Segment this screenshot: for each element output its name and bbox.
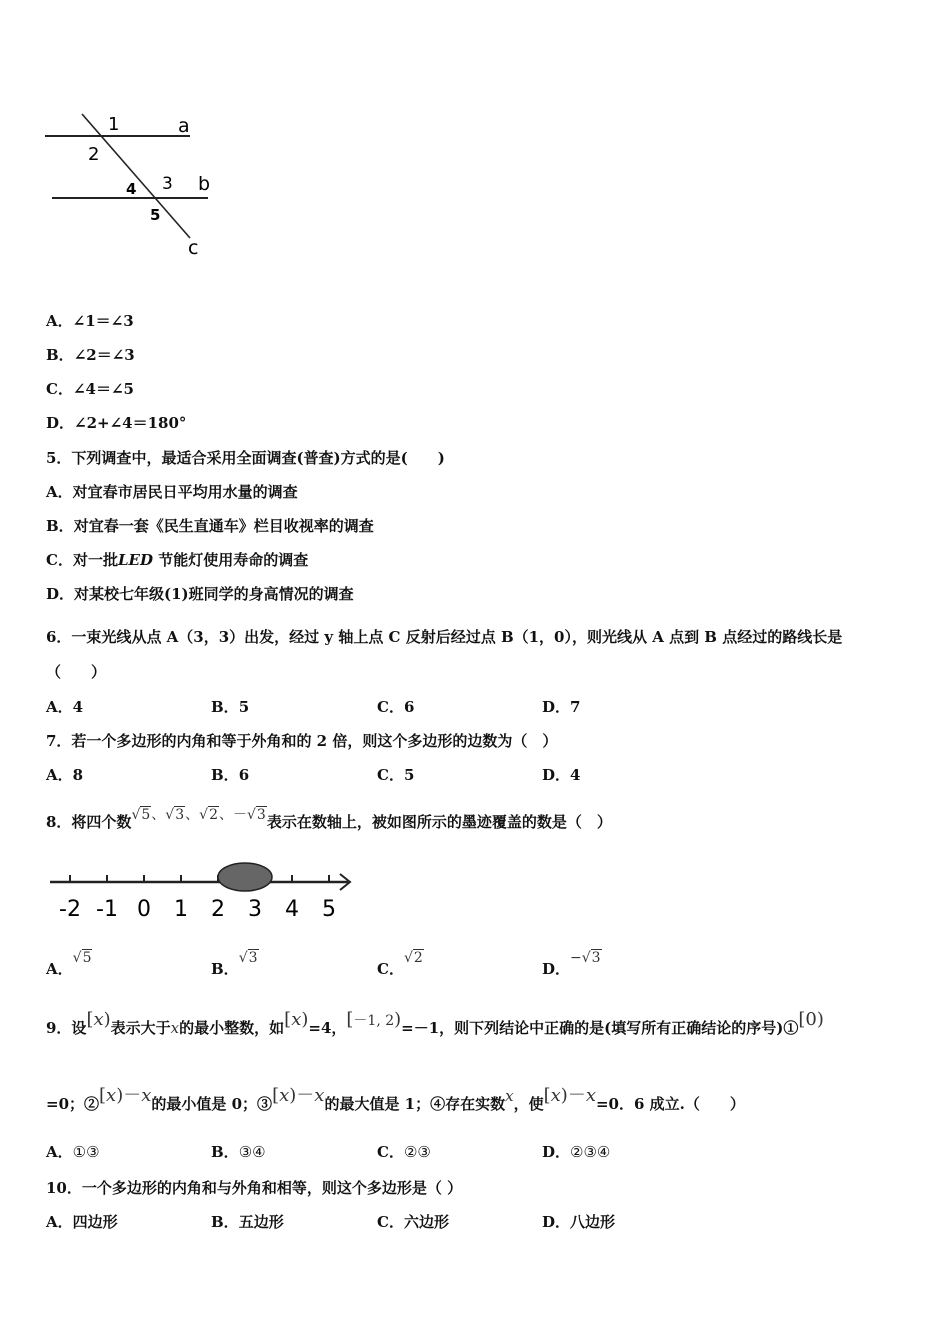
q6-stem: 6．一束光线从点 A（3，3）出发，经过 y 轴上点 C 反射后经过点 B（1，0），则光线从 A 点到 B 点经过的路线长是 (46, 628, 843, 646)
ink-blot (218, 863, 272, 891)
q6-option-d[interactable]: D．7 (542, 698, 581, 716)
label-1: 1 (108, 114, 120, 135)
q5-stem: 5．下列调查中，最适合采用全面调查(普查)方式的是( ) (46, 449, 445, 467)
sqrt3-expr: √3 (165, 807, 185, 823)
label-4: 4 (126, 180, 137, 198)
q10-option-c[interactable]: C．六边形 (377, 1213, 449, 1231)
axis-tick-label: 3 (248, 897, 262, 922)
q10-option-d[interactable]: D．八边形 (542, 1213, 616, 1231)
q6-option-a[interactable]: A．4 (46, 698, 84, 716)
axis-tick-label: 4 (285, 897, 299, 922)
axis-tick-label: 0 (137, 897, 151, 922)
q5-option-b[interactable]: B．对宜春一套《民生直通车》栏目收视率的调查 (46, 517, 374, 535)
label-c: c (188, 237, 199, 259)
q8-option-a[interactable]: A．√5 (46, 950, 92, 978)
q9-option-b[interactable]: B．③④ (211, 1143, 266, 1161)
number-line-figure (46, 858, 366, 928)
axis-tick-label: 1 (174, 897, 188, 922)
q7-option-c[interactable]: C．5 (377, 766, 415, 784)
q7-option-a[interactable]: A．8 (46, 766, 84, 784)
axis-tick-label: 5 (322, 897, 336, 922)
q10-option-a[interactable]: A．四边形 (46, 1213, 118, 1231)
neg-sqrt3-expr: －√3 (232, 807, 266, 823)
sqrt2-expr: √2 (199, 807, 218, 823)
q5-option-d[interactable]: D．对某校七年级(1)班同学的身高情况的调查 (46, 585, 354, 603)
q5-option-c[interactable]: C．对一批LED 节能灯使用寿命的调查 (46, 551, 309, 569)
q7-option-b[interactable]: B．6 (211, 766, 250, 784)
q9-option-d[interactable]: D．②③④ (542, 1143, 611, 1161)
q7-option-d[interactable]: D．4 (542, 766, 581, 784)
q4-option-d[interactable]: D．∠2+∠4＝180° (46, 414, 187, 432)
q8-option-d[interactable]: D．−√3 (542, 950, 601, 978)
q4-option-c[interactable]: C．∠4＝∠5 (46, 380, 134, 398)
q4-option-b[interactable]: B．∠2＝∠3 (46, 346, 135, 364)
label-a: a (178, 115, 190, 137)
line-c (82, 114, 190, 238)
q8-option-b[interactable]: B．√3 (211, 950, 258, 978)
label-5: 5 (150, 206, 161, 224)
q9-option-c[interactable]: C．②③ (377, 1143, 431, 1161)
parallel-lines-figure (40, 108, 230, 268)
label-2: 2 (88, 144, 100, 165)
label-b: b (198, 173, 211, 195)
q9-stem-line2: =0；②[x)－x的最小值是 0；③[x)－x的最大值是 1；④存在实数x，使[x)－x=0．6 成立.（ ） (46, 1085, 745, 1113)
q6-stem-cont: （ ） (46, 663, 107, 681)
q4-option-a[interactable]: A．∠1＝∠3 (46, 312, 134, 330)
label-3: 3 (162, 174, 173, 194)
q9-stem-line1: 9．设[x)表示大于x的最小整数，如[x)=4，[－1, 2)=－1，则下列结论中正确的是(填写所有正确结论的序号)①[0) (46, 1009, 824, 1037)
q5-option-a[interactable]: A．对宜春市居民日平均用水量的调查 (46, 483, 298, 501)
q10-stem: 10．一个多边形的内角和与外角和相等，则这个多边形是（ ） (46, 1179, 463, 1197)
q6-option-b[interactable]: B．5 (211, 698, 250, 716)
q8-stem: 8．将四个数√5、√3、√2、－√3表示在数轴上，被如图所示的墨迹覆盖的数是（ ） (46, 807, 612, 831)
q9-option-a[interactable]: A．①③ (46, 1143, 100, 1161)
axis-tick-label: 2 (211, 897, 225, 922)
axis-tick-label: -2 (59, 897, 81, 922)
q6-option-c[interactable]: C．6 (377, 698, 415, 716)
q10-option-b[interactable]: B．五边形 (211, 1213, 284, 1231)
q8-option-c[interactable]: C．√2 (377, 950, 423, 978)
sqrt5-expr: √5 (131, 807, 151, 823)
q7-stem: 7．若一个多边形的内角和等于外角和的 2 倍，则这个多边形的边数为（ ） (46, 732, 558, 750)
axis-tick-label: -1 (96, 897, 118, 922)
